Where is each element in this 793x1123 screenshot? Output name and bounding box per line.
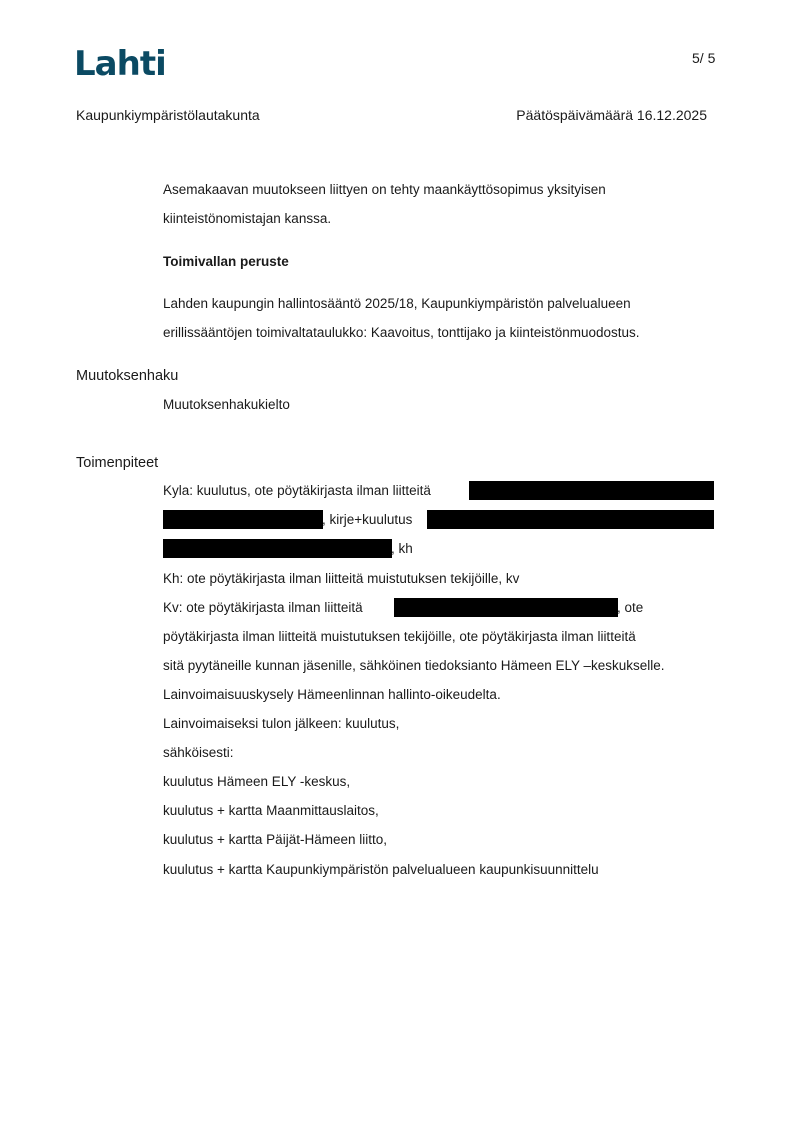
appeal-heading: Muutoksenhaku	[76, 368, 179, 384]
actions-line-8: Lainvoimaisuuskysely Hämeenlinnan hallinto-oikeudelta.	[163, 687, 501, 702]
actions-line-4: Kh: ote pöytäkirjasta ilman liitteitä muistutuksen tekijöille, kv	[163, 571, 520, 586]
actions-heading: Toimenpiteet	[76, 455, 159, 471]
appeal-text: Muutoksenhakukielto	[163, 397, 290, 412]
redaction-block	[469, 481, 714, 500]
actions-line-7: sitä pyytäneille kunnan jäsenille, sähköinen tiedoksianto Hämeen ELY –keskukselle.	[163, 658, 665, 673]
page-number: 5/ 5	[692, 50, 716, 66]
actions-line-2: , kirje+kuulutus	[322, 512, 413, 527]
decision-date: Päätöspäivämäärä 16.12.2025	[516, 107, 707, 123]
redaction-block	[163, 539, 392, 558]
authority-line-2: erillissääntöjen toimivaltataulukko: Kaavoitus, tonttijako ja kiinteistönmuodostus.	[163, 325, 640, 340]
actions-line-9: Lainvoimaiseksi tulon jälkeen: kuulutus,	[163, 716, 400, 731]
actions-line-13: kuulutus + kartta Päijät-Hämeen liitto,	[163, 832, 387, 847]
intro-line-1: Asemakaavan muutokseen liittyen on tehty maankäyttösopimus yksityisen	[163, 182, 606, 197]
actions-line-12: kuulutus + kartta Maanmittauslaitos,	[163, 803, 379, 818]
redaction-block	[427, 510, 714, 529]
redaction-block	[394, 598, 618, 617]
authority-heading: Toimivallan peruste	[163, 254, 289, 269]
actions-line-11: kuulutus Hämeen ELY -keskus,	[163, 774, 351, 789]
intro-line-2: kiinteistönomistajan kanssa.	[163, 211, 332, 226]
lahti-logo: Lahti	[74, 44, 166, 84]
authority-line-1: Lahden kaupungin hallintosääntö 2025/18, Kaupunkiympäristön palvelualueen	[163, 296, 631, 311]
actions-line-1: Kyla: kuulutus, ote pöytäkirjasta ilman liitteitä	[163, 483, 431, 498]
committee-name: Kaupunkiympäristölautakunta	[76, 107, 260, 123]
actions-line-3: , kh	[391, 541, 413, 556]
actions-line-14: kuulutus + kartta Kaupunkiympäristön palvelualueen kaupunkisuunnittelu	[163, 862, 599, 877]
actions-line-10: sähköisesti:	[163, 745, 234, 760]
actions-line-5: Kv: ote pöytäkirjasta ilman liitteitä	[163, 600, 363, 615]
actions-line-5-end: , ote	[617, 600, 644, 615]
redaction-block	[163, 510, 323, 529]
actions-line-6: pöytäkirjasta ilman liitteitä muistutuksen tekijöille, ote pöytäkirjasta ilman liitteitä	[163, 629, 636, 644]
